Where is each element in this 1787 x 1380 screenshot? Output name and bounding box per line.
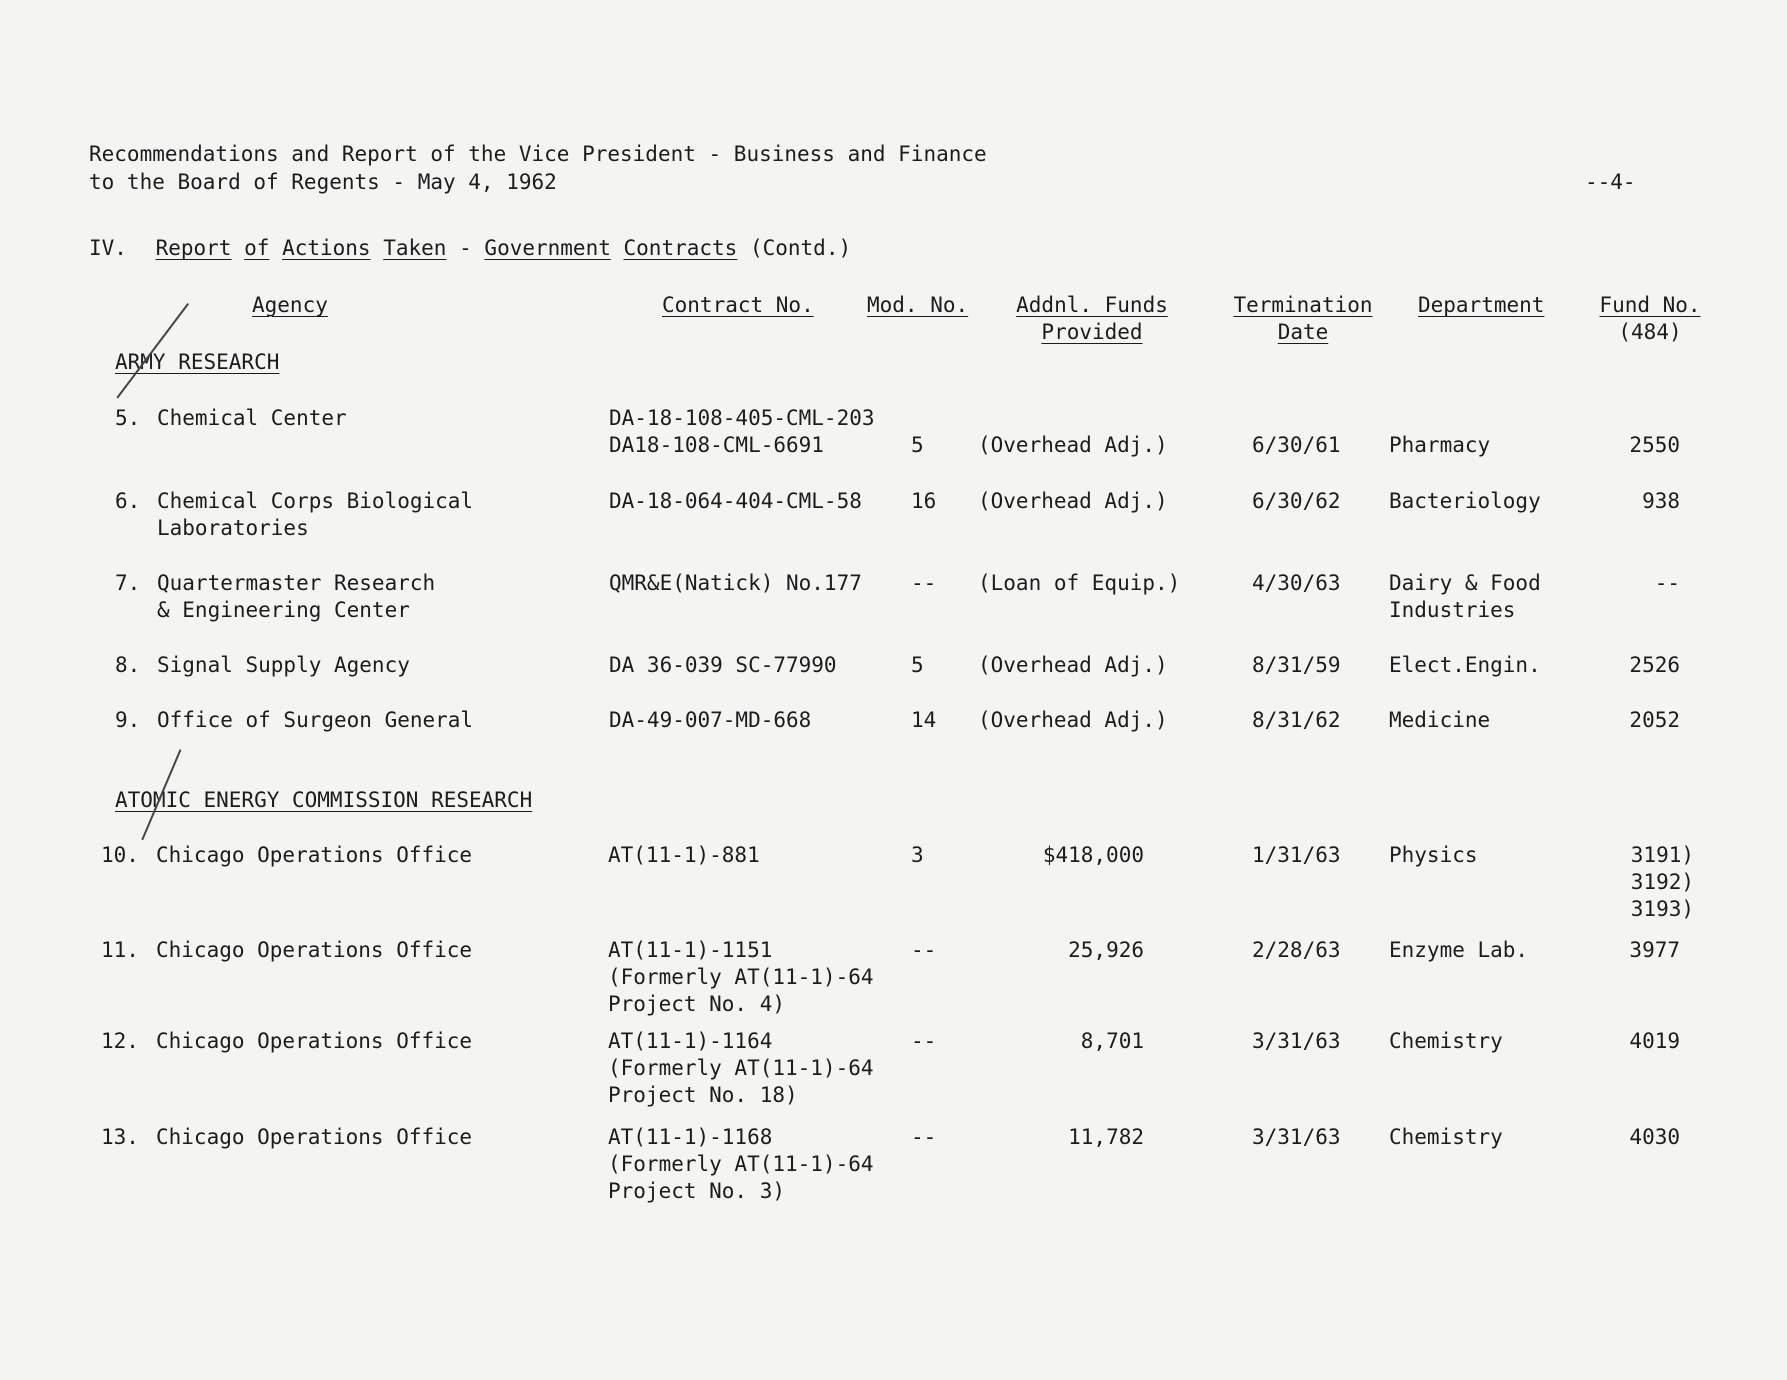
contract-line: QMR&E(Natick) No.177	[609, 571, 862, 595]
column-header-funds-line-2: Provided	[1041, 320, 1143, 344]
column-header-mod-no: Mod. No.	[867, 293, 969, 317]
row-number: 6.	[115, 489, 141, 513]
row-mod-no: --	[911, 938, 937, 962]
fund-line: --	[1654, 571, 1680, 595]
section-title-word: of	[244, 236, 270, 260]
department-line: Chemistry	[1389, 1125, 1503, 1149]
department-line: Chemistry	[1389, 1029, 1503, 1053]
fund-line: 3191)	[1630, 843, 1694, 867]
row-agency	[156, 937, 472, 964]
row-termination-date: 4/30/63	[1252, 571, 1341, 595]
row-contract-no	[608, 842, 760, 869]
row-department	[1389, 570, 1541, 624]
row-mod-no: --	[911, 571, 937, 595]
row-agency	[156, 1028, 472, 1055]
column-header-fund-line-2: (484)	[1618, 320, 1682, 344]
agency-line: Office of Surgeon General	[157, 708, 474, 732]
section-heading	[89, 235, 851, 262]
section-title-word: Contracts	[623, 236, 738, 260]
row-fund-no	[1560, 1028, 1680, 1055]
row-contract-no	[608, 937, 874, 1018]
column-header-contract-no: Contract No.	[662, 293, 814, 317]
department-line: Dairy & Food	[1389, 571, 1541, 595]
section-title-word: Actions	[282, 236, 371, 260]
row-funds: $418,000	[1042, 843, 1144, 867]
column-header-fund-no	[1592, 292, 1708, 346]
row-agency	[157, 570, 435, 624]
column-header-termination-line-2: Date	[1277, 320, 1329, 344]
row-number: 7.	[115, 571, 141, 595]
department-line: Physics	[1389, 843, 1478, 867]
row-number: 10.	[101, 843, 139, 867]
department-line: Enzyme Lab.	[1389, 938, 1529, 962]
row-contract-no	[608, 1028, 874, 1109]
contract-line: AT(11-1)-1164	[608, 1029, 773, 1053]
row-department	[1389, 842, 1478, 869]
department-line: Medicine	[1389, 708, 1491, 732]
fund-line: 2550	[1629, 433, 1680, 457]
row-mod-no: 3	[911, 843, 924, 867]
department-line: Bacteriology	[1389, 489, 1541, 513]
row-termination-date: 2/28/63	[1252, 938, 1341, 962]
department-line: Elect.Engin.	[1389, 653, 1541, 677]
section-numeral: IV.	[89, 236, 127, 260]
contract-line: DA-49-007-MD-668	[609, 708, 812, 732]
contract-line: (Formerly AT(11-1)-64	[608, 1056, 874, 1080]
row-fund-no	[1560, 652, 1680, 679]
row-mod-no: --	[911, 1029, 937, 1053]
row-number: 13.	[101, 1125, 139, 1149]
section-title-word: -	[459, 236, 472, 260]
department-line: Industries	[1389, 598, 1516, 622]
contract-line: AT(11-1)-1168	[608, 1125, 773, 1149]
row-fund-no	[1560, 937, 1680, 964]
row-mod-no: --	[911, 1125, 937, 1149]
row-department	[1389, 432, 1490, 459]
row-contract-no	[609, 570, 862, 597]
row-mod-no: 5	[911, 653, 924, 677]
report-title-line-1: Recommendations and Report of the Vice President - Business and Finance	[89, 142, 987, 166]
row-contract-no	[609, 652, 837, 679]
fund-line: 938	[1642, 489, 1680, 513]
row-fund-no	[1580, 842, 1694, 923]
report-title-line-2: to the Board of Regents - May 4, 1962	[89, 170, 557, 194]
section-title-word: Government	[484, 236, 611, 260]
row-department	[1389, 488, 1541, 515]
contract-line: DA18-108-CML-6691	[609, 433, 824, 457]
row-agency	[157, 405, 347, 432]
page-number: --4-	[1585, 170, 1636, 194]
fund-line: 2052	[1629, 708, 1680, 732]
row-department	[1389, 1124, 1503, 1151]
section-contd: (Contd.)	[749, 236, 852, 260]
row-contract-no	[609, 488, 862, 515]
row-mod-no: 14	[911, 708, 937, 732]
row-funds: (Overhead Adj.)	[978, 433, 1168, 457]
row-number: 12.	[101, 1029, 139, 1053]
agency-line: Chicago Operations Office	[156, 1125, 473, 1149]
column-header-fund-line-1: Fund No.	[1599, 293, 1701, 317]
row-contract-no	[609, 405, 875, 459]
agency-line: Chicago Operations Office	[156, 938, 473, 962]
row-termination-date: 6/30/61	[1252, 433, 1341, 457]
contract-line: (Formerly AT(11-1)-64	[608, 1152, 874, 1176]
row-department	[1389, 652, 1541, 679]
contract-line: Project No. 4)	[608, 992, 786, 1016]
row-termination-date: 3/31/63	[1252, 1125, 1341, 1149]
agency-line: Chicago Operations Office	[156, 843, 473, 867]
row-funds: (Overhead Adj.)	[978, 708, 1168, 732]
row-termination-date: 1/31/63	[1252, 843, 1341, 867]
contract-line: Project No. 3)	[608, 1179, 786, 1203]
row-fund-no	[1560, 432, 1680, 459]
agency-line: Chemical Center	[157, 406, 347, 430]
row-funds: (Loan of Equip.)	[978, 571, 1181, 595]
group-heading-atomic-energy: ATOMIC ENERGY COMMISSION RESEARCH	[115, 788, 533, 812]
contract-line: DA-18-064-404-CML-58	[609, 489, 862, 513]
group-heading-army: ARMY RESEARCH	[115, 350, 280, 374]
row-department	[1389, 937, 1528, 964]
row-number: 8.	[115, 653, 141, 677]
row-agency	[157, 488, 473, 542]
section-title-word: Taken	[383, 236, 447, 260]
agency-line: Laboratories	[157, 516, 309, 540]
row-agency	[156, 842, 472, 869]
row-funds: (Overhead Adj.)	[978, 653, 1168, 677]
row-funds: (Overhead Adj.)	[978, 489, 1168, 513]
contract-line: Project No. 18)	[608, 1083, 798, 1107]
row-number: 5.	[115, 406, 141, 430]
row-agency	[157, 707, 473, 734]
fund-line: 4019	[1629, 1029, 1680, 1053]
row-contract-no	[608, 1124, 874, 1205]
column-header-agency: Agency	[252, 293, 328, 317]
row-fund-no	[1560, 488, 1680, 515]
contract-line: (Formerly AT(11-1)-64	[608, 965, 874, 989]
row-termination-date: 8/31/59	[1252, 653, 1341, 677]
row-fund-no	[1560, 570, 1680, 597]
fund-line: 3192)	[1630, 870, 1694, 894]
agency-line: Quartermaster Research	[157, 571, 436, 595]
row-termination-date: 8/31/62	[1252, 708, 1341, 732]
row-funds: 25,926	[1068, 938, 1144, 962]
row-termination-date: 6/30/62	[1252, 489, 1341, 513]
row-department	[1389, 707, 1490, 734]
column-header-funds-line-1: Addnl. Funds	[1016, 293, 1168, 317]
row-funds: 8,701	[1080, 1029, 1144, 1053]
agency-line: & Engineering Center	[157, 598, 410, 622]
fund-line: 3977	[1629, 938, 1680, 962]
row-mod-no: 16	[911, 489, 937, 513]
row-fund-no	[1560, 1124, 1680, 1151]
row-contract-no	[609, 707, 811, 734]
fund-line: 4030	[1629, 1125, 1680, 1149]
row-funds: 11,782	[1068, 1125, 1144, 1149]
row-agency	[156, 1124, 472, 1151]
row-termination-date: 3/31/63	[1252, 1029, 1341, 1053]
column-header-funds	[1012, 292, 1172, 346]
column-header-termination	[1222, 292, 1384, 346]
agency-line: Chemical Corps Biological	[157, 489, 474, 513]
agency-line: Chicago Operations Office	[156, 1029, 473, 1053]
contract-line: AT(11-1)-881	[608, 843, 760, 867]
row-number: 9.	[115, 708, 141, 732]
column-header-department: Department	[1418, 293, 1545, 317]
agency-line: Signal Supply Agency	[157, 653, 410, 677]
row-agency	[157, 652, 410, 679]
fund-line: 2526	[1629, 653, 1680, 677]
row-number: 11.	[101, 938, 139, 962]
contract-line: AT(11-1)-1151	[608, 938, 773, 962]
fund-line: 3193)	[1630, 897, 1694, 921]
column-header-termination-line-1: Termination	[1233, 293, 1373, 317]
row-fund-no	[1560, 707, 1680, 734]
department-line: Pharmacy	[1389, 433, 1491, 457]
row-department	[1389, 1028, 1503, 1055]
contract-line: DA 36-039 SC-77990	[609, 653, 837, 677]
row-mod-no: 5	[911, 433, 924, 457]
section-title-word: Report	[155, 236, 232, 260]
contract-line: DA-18-108-405-CML-203	[609, 406, 875, 430]
